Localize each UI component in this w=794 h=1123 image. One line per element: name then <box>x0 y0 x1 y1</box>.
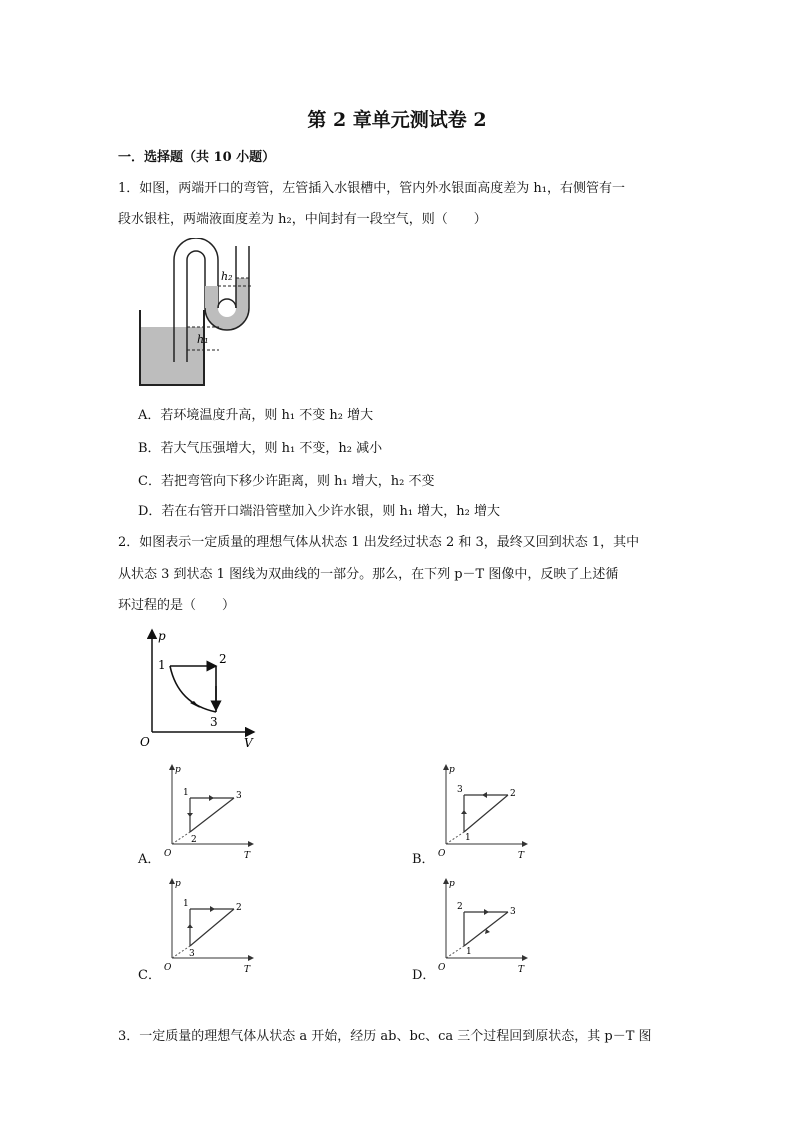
state-2-label: 2 <box>219 652 227 666</box>
p-v-cycle-graph <box>138 626 260 750</box>
option-a-point-1: 1 <box>183 788 189 798</box>
question-1-option-d[interactable]: D．若在右管开口端沿管壁加入少许水银，则 h₁ 增大，h₂ 增大 <box>138 504 500 519</box>
option-c-point-3: 3 <box>189 949 195 959</box>
option-b-t-axis: T <box>518 851 525 861</box>
option-b-point-1: 1 <box>465 833 471 843</box>
question-1-stem-line-2: 段水银柱，两端液面度差为 h₂，中间封有一段空气，则（ ） <box>118 212 487 227</box>
question-1-option-a[interactable]: A．若环境温度升高，则 h₁ 不变 h₂ 增大 <box>138 408 374 423</box>
option-c-origin: O <box>164 963 172 973</box>
question-3-stem-line-1: 3．一定质量的理想气体从状态 a 开始，经历 ab、bc、ca 三个过程回到原状态，其 p－T 图 <box>118 1029 652 1044</box>
question-2-option-b[interactable]: B． <box>412 852 435 867</box>
question-1-option-c[interactable]: C．若把弯管向下移少许距离，则 h₁ 增大，h₂ 不变 <box>138 474 435 489</box>
option-d-point-1: 1 <box>466 947 472 957</box>
question-2-stem-line-3: 环过程的是（ ） <box>118 598 236 613</box>
option-d-point-2: 2 <box>457 902 463 912</box>
option-b-point-3: 3 <box>457 785 463 795</box>
state-1-label: 1 <box>158 658 166 672</box>
option-b-p-axis: p <box>449 765 455 775</box>
mercury-trough-fill <box>141 327 203 384</box>
question-2-stem-line-1: 2．如图表示一定质量的理想气体从状态 1 出发经过状态 2 和 3，最终又回到状态 1，其中 <box>118 535 640 550</box>
option-a-point-2: 2 <box>191 835 197 845</box>
option-c-point-1: 1 <box>183 899 189 909</box>
option-d-origin: O <box>438 963 446 973</box>
section-heading: 一．选择题（共 10 小题） <box>118 150 276 165</box>
option-b-origin: O <box>438 849 446 859</box>
page-title: 第 2 章单元测试卷 2 <box>307 109 487 131</box>
question-2-stem-line-2: 从状态 3 到状态 1 图线为双曲线的一部分。那么，在下列 p－T 图像中，反映了上述循 <box>118 567 619 582</box>
option-a-point-3: 3 <box>236 791 242 801</box>
option-a-origin: O <box>164 849 172 859</box>
question-1-option-b[interactable]: B．若大气压强增大，则 h₁ 不变，h₂ 减小 <box>138 441 383 456</box>
option-b-p-t-graph <box>436 762 532 862</box>
option-c-t-axis: T <box>244 965 251 975</box>
left-tube-mercury <box>175 336 186 362</box>
option-d-p-t-graph <box>436 876 532 976</box>
question-2-option-a[interactable]: A． <box>138 852 161 867</box>
question-2-option-c[interactable]: C． <box>138 968 161 983</box>
option-a-t-axis: T <box>244 851 251 861</box>
v-axis-label: V <box>244 736 253 750</box>
option-d-t-axis: T <box>518 965 525 975</box>
option-c-p-axis: p <box>175 879 181 889</box>
option-a-p-axis: p <box>175 765 181 775</box>
state-3-label: 3 <box>210 715 218 729</box>
p-axis-label: p <box>158 629 166 643</box>
origin-label: O <box>140 735 150 749</box>
option-d-p-axis: p <box>449 879 455 889</box>
option-b-point-2: 2 <box>510 789 516 799</box>
question-1-stem-line-1: 1．如图，两端开口的弯管，左管插入水银槽中，管内外水银面高度差为 h₁，右侧管有一 <box>118 181 625 196</box>
h1-label: h₁ <box>197 333 209 346</box>
option-a-p-t-graph <box>162 762 258 862</box>
u-tube-mercury <box>205 278 249 330</box>
option-d-point-3: 3 <box>510 907 516 917</box>
option-c-p-t-graph <box>162 876 258 976</box>
u-tube-diagram <box>135 238 255 390</box>
option-c-point-2: 2 <box>236 903 242 913</box>
question-2-option-d[interactable]: D． <box>412 968 436 983</box>
h2-label: h₂ <box>221 270 233 283</box>
